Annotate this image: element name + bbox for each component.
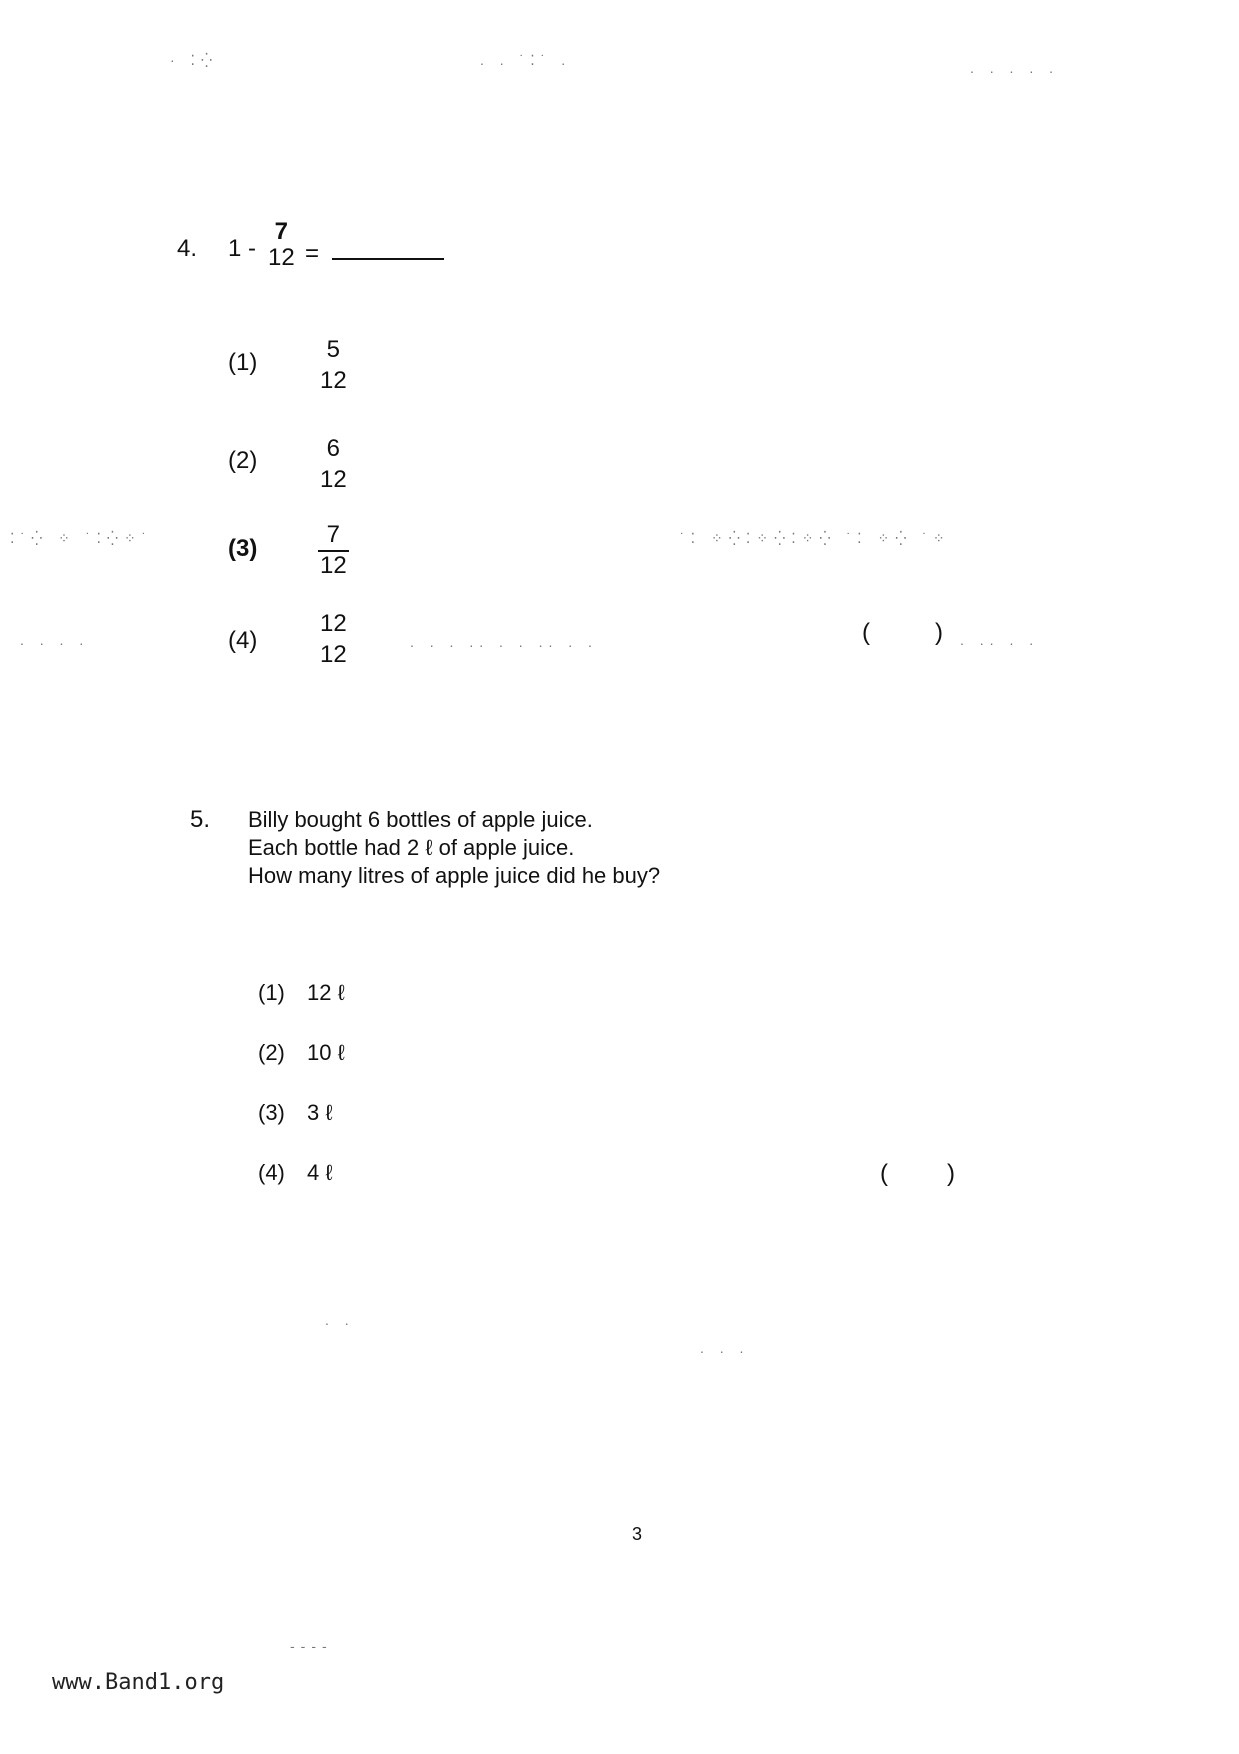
scan-noise-bottom-3: ----	[290, 1638, 333, 1654]
scan-noise-top-3: . . . . .	[970, 60, 1060, 76]
question-5-option-1[interactable]	[258, 980, 345, 1006]
question-5-number: 5.	[190, 806, 211, 833]
option-label: (4)	[228, 627, 258, 654]
question-4-equals: =	[305, 240, 320, 267]
option-fraction	[318, 612, 349, 667]
option-fraction	[318, 338, 349, 393]
question-5-line-2: Each bottle had 2 ℓ of apple juice.	[248, 835, 575, 860]
question-5-line-3: How many litres of apple juice did he buy?	[248, 863, 661, 888]
option-label: (1)	[258, 980, 285, 1005]
scan-noise-bottom-2: . . .	[700, 1340, 750, 1356]
option-value: 3 ℓ	[307, 1100, 333, 1125]
scan-noise-mid-4: . . . .. . . .. . .	[410, 634, 598, 650]
question-5-option-3[interactable]	[258, 1100, 332, 1126]
question-4-fraction	[266, 220, 297, 270]
question-5-line-1: Billy bought 6 bottles of apple juice.	[248, 807, 593, 832]
option-label: (4)	[258, 1160, 285, 1185]
question-4-expression-whole: 1 -	[228, 235, 257, 262]
scan-noise-mid-3: . . . .	[20, 632, 90, 648]
question-4-fraction-numerator: 7	[274, 218, 289, 245]
option-numerator: 12	[320, 610, 347, 637]
scan-noise-mid-1: ⁚˙⁛ ⁘ ˙⁚⁛⁘˙	[10, 530, 153, 546]
option-denominator: 12	[320, 466, 347, 493]
page-number: 3	[632, 1524, 643, 1544]
option-label: (3)	[228, 535, 258, 562]
option-label: (2)	[228, 447, 258, 474]
scan-noise-bottom-1: . .	[325, 1312, 355, 1328]
answer-bracket-close: )	[947, 1160, 955, 1187]
answer-bracket-close: )	[935, 619, 943, 646]
question-5-option-2[interactable]	[258, 1040, 345, 1066]
option-label: (1)	[228, 349, 258, 376]
question-4-fraction-denominator: 12	[268, 244, 295, 271]
footer-website: www.Band1.org	[52, 1670, 225, 1695]
option-value: 10 ℓ	[307, 1040, 345, 1065]
option-denominator: 12	[320, 367, 347, 394]
option-denominator: 12	[320, 641, 347, 668]
option-numerator: 6	[326, 435, 341, 462]
answer-bracket-open: (	[880, 1160, 888, 1187]
option-fraction	[318, 437, 349, 492]
question-5-option-4[interactable]	[258, 1160, 332, 1186]
option-value: 4 ℓ	[307, 1160, 333, 1185]
scan-noise-mid-2: ˙⁚ ⁘⁛⁚⁘⁛⁚⁘⁛ ˙⁚ ⁘⁛ ˙⁘	[680, 530, 951, 546]
scan-noise-top-1: · ⁚⁛	[170, 52, 219, 68]
option-denominator: 12	[320, 552, 347, 579]
option-value: 12 ℓ	[307, 980, 345, 1005]
question-4-number: 4.	[177, 235, 198, 262]
option-label: (3)	[258, 1100, 285, 1125]
option-numerator: 7	[326, 521, 341, 548]
question-4-answer-blank[interactable]	[332, 258, 444, 260]
option-numerator: 5	[326, 336, 341, 363]
option-fraction	[318, 523, 349, 578]
scan-noise-mid-5: . .. . .	[960, 632, 1040, 648]
scan-noise-top-2: . . ˙⁚˙ .	[480, 52, 572, 68]
option-label: (2)	[258, 1040, 285, 1065]
answer-bracket-open: (	[862, 619, 870, 646]
question-5-text	[248, 806, 660, 890]
